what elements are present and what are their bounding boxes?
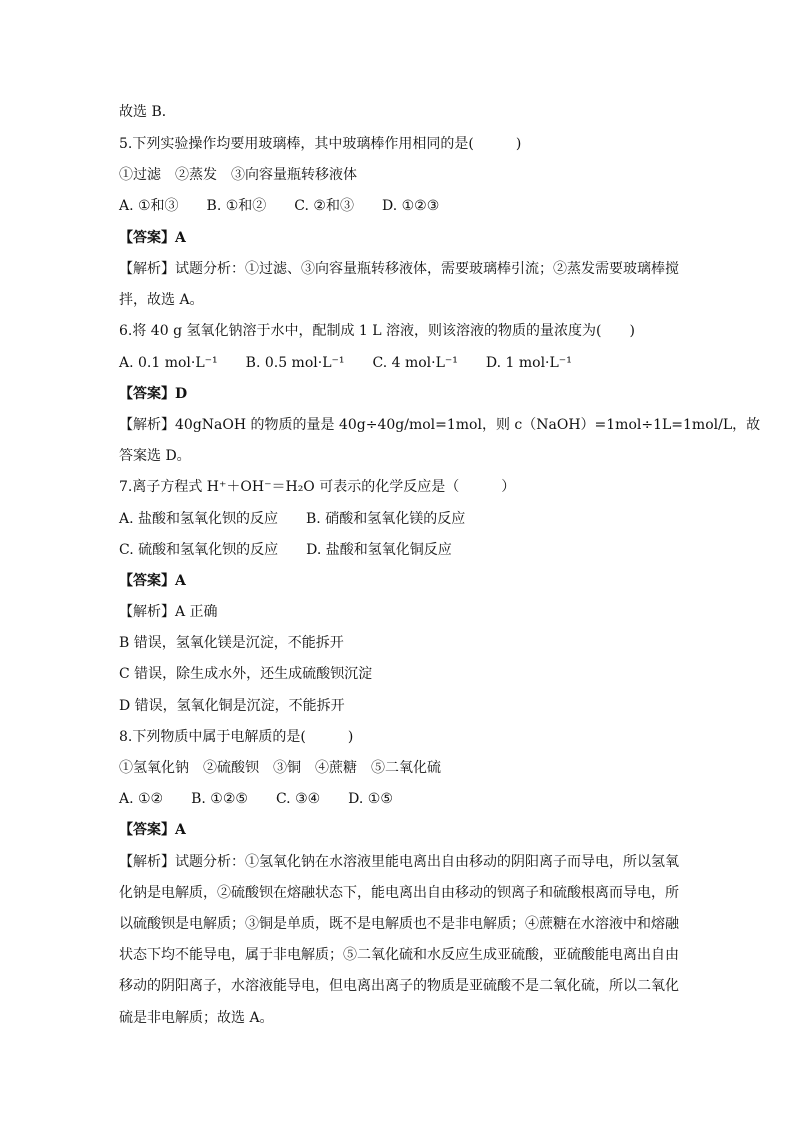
- text-line: 拌，故选 A。: [119, 292, 204, 308]
- text-line: C 错误，除生成水外，还生成硫酸钡沉淀: [119, 666, 373, 682]
- text-line: 【解析】试题分析：①氢氧化钠在水溶液里能电离出自由移动的阴阳离子而导电，所以氢氧: [119, 854, 679, 870]
- text-line: A. ①和③ B. ①和② C. ②和③ D. ①②③: [119, 198, 440, 214]
- text-line: A. 0.1 mol·L⁻¹ B. 0.5 mol·L⁻¹ C. 4 mol·L⁻¹ D. 1 mol·L⁻¹: [119, 355, 572, 371]
- text-line: ①氢氧化钠 ②硫酸钡 ③铜 ④蔗糖 ⑤二氧化硫: [119, 760, 441, 776]
- text-line: A. ①② B. ①②⑤ C. ③④ D. ①⑤: [119, 791, 393, 807]
- text-line: 移动的阴阳离子，水溶液能导电，但电离出离子的物质是亚硫酸不是二氧化硫，所以二氧化: [119, 978, 679, 994]
- text-line: 6.将 40 g 氢氧化钠溶于水中，配制成 1 L 溶液，则该溶液的物质的量浓度为( ): [119, 323, 635, 339]
- text-line: 状态下均不能导电，属于非电解质；⑤二氧化硫和水反应生成亚硫酸，亚硫酸能电离出自由: [119, 947, 679, 963]
- text-line: 【解析】试题分析：①过滤、③向容量瓶转移液体，需要玻璃棒引流；②蒸发需要玻璃棒搅: [119, 261, 679, 277]
- text-line: A. 盐酸和氢氧化钡的反应 B. 硝酸和氢氧化镁的反应: [119, 511, 466, 527]
- text-line: 化钠是电解质，②硫酸钡在熔融状态下，能电离出自由移动的钡离子和硫酸根离而导电，所: [119, 885, 679, 901]
- text-line: 【解析】40gNaOH 的物质的量是 40g÷40g/mol=1mol，则 c（NaOH）=1mol÷1L=1mol/L，故: [119, 417, 761, 433]
- text-line: 硫是非电解质；故选 A。: [119, 1010, 274, 1026]
- text-line: 【答案】A: [119, 822, 186, 838]
- text-line: 以硫酸钡是电解质；③铜是单质，既不是电解质也不是非电解质；④蔗糖在水溶液中和熔融: [119, 916, 679, 932]
- text-line: 【解析】A 正确: [119, 604, 218, 620]
- text-line: B 错误，氢氧化镁是沉淀，不能拆开: [119, 635, 344, 651]
- text-line: 【答案】D: [119, 386, 188, 402]
- text-line: 答案选 D。: [119, 448, 191, 464]
- text-line: D 错误，氢氧化铜是沉淀，不能拆开: [119, 698, 345, 714]
- text-line: 5.下列实验操作均要用玻璃棒，其中玻璃棒作用相同的是( ): [119, 136, 522, 152]
- text-line: 【答案】A: [119, 230, 186, 246]
- text-line: ①过滤 ②蒸发 ③向容量瓶转移液体: [119, 167, 357, 183]
- text-line: 【答案】A: [119, 573, 186, 589]
- text-line: C. 硫酸和氢氧化钡的反应 D. 盐酸和氢氧化铜反应: [119, 542, 452, 558]
- text-line: 故选 B．: [119, 104, 176, 120]
- text-line: 8.下列物质中属于电解质的是( ): [119, 729, 354, 745]
- text-line: 7.离子方程式 H⁺＋OH⁻＝H₂O 可表示的化学反应是（ ）: [119, 479, 516, 495]
